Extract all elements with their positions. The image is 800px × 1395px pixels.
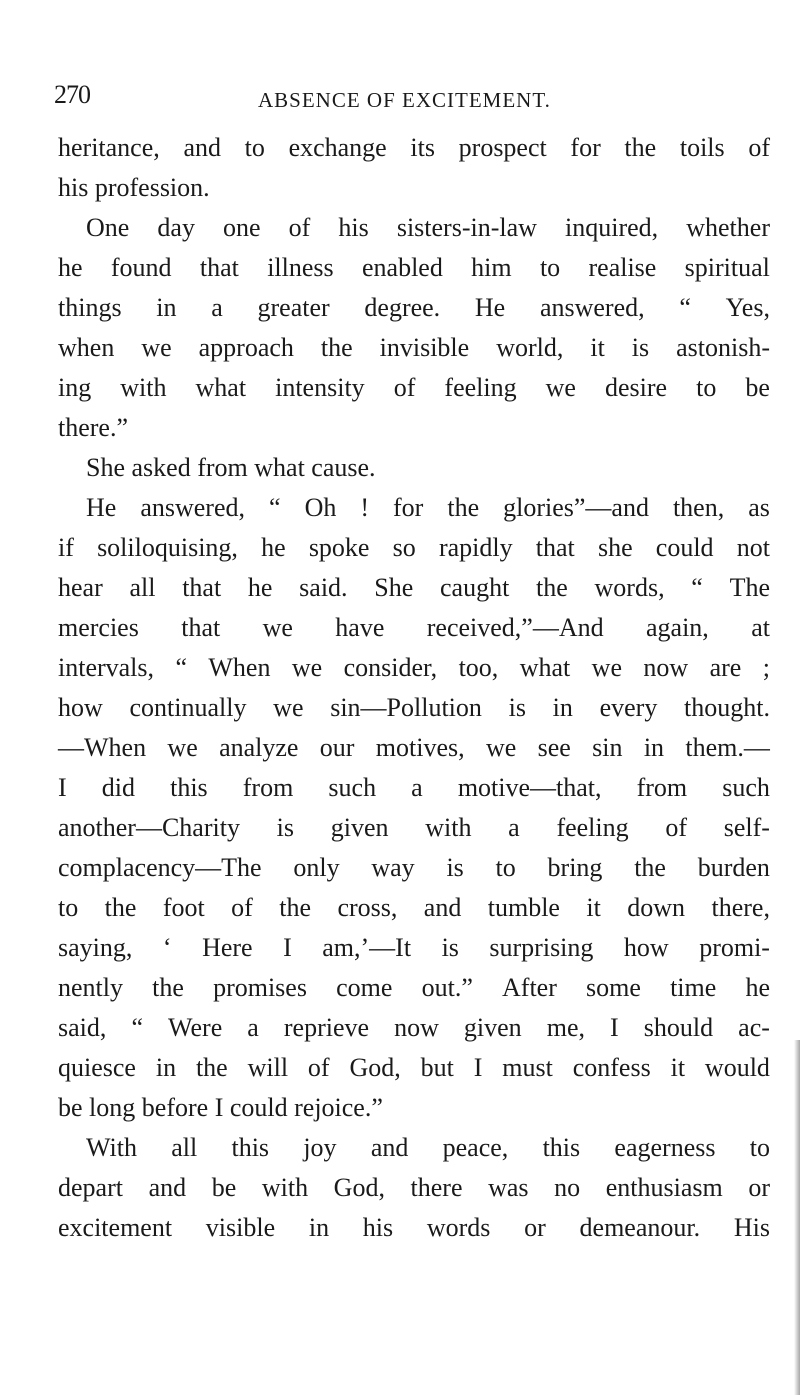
- text-line: there.”: [58, 413, 129, 442]
- text-line: things in a greater degree. He answered, “ Yes,: [58, 293, 770, 322]
- text-line: With all this joy and peace, this eagerness to: [86, 1133, 770, 1162]
- text-line: said, “ Were a reprieve now given me, I should ac-: [58, 1013, 770, 1042]
- text-line: if soliloquising, he spoke so rapidly that she could not: [58, 533, 770, 562]
- text-line: He answered, “ Oh ! for the glories”—and then, as: [86, 493, 770, 522]
- page-edge-shadow: [794, 1040, 800, 1395]
- text-line: mercies that we have received,”—And again, at: [58, 613, 770, 642]
- text-line: She asked from what cause.: [86, 453, 376, 482]
- text-line: ing with what intensity of feeling we desire to be: [58, 373, 770, 402]
- body-text: [58, 128, 770, 1248]
- text-line: intervals, “ When we consider, too, what we now are ;: [58, 653, 770, 682]
- page-number: 270: [54, 80, 90, 109]
- text-line: I did this from such a motive—that, from such: [58, 773, 770, 802]
- text-line: depart and be with God, there was no enthusiasm or: [58, 1173, 770, 1202]
- text-line: —When we analyze our motives, we see sin in them.—: [58, 733, 770, 762]
- text-line: to the foot of the cross, and tumble it down there,: [58, 893, 770, 922]
- text-line: another—Charity is given with a feeling of self-: [58, 813, 770, 842]
- running-title: ABSENCE OF EXCITEMENT.: [258, 88, 551, 112]
- text-line: quiesce in the will of God, but I must confess it would: [58, 1053, 770, 1082]
- text-line: excitement visible in his words or demeanour. His: [58, 1213, 770, 1242]
- text-line: One day one of his sisters-in-law inquired, whether: [86, 213, 770, 242]
- text-line: his profession.: [58, 173, 210, 202]
- text-line: he found that illness enabled him to realise spiritual: [58, 253, 770, 282]
- text-line: saying, ‘ Here I am,’—It is surprising how promi-: [58, 933, 770, 962]
- text-line: complacency—The only way is to bring the burden: [58, 853, 770, 882]
- text-line: how continually we sin—Pollution is in every thought.: [58, 693, 770, 722]
- text-line: nently the promises come out.” After some time he: [58, 973, 770, 1002]
- text-line: when we approach the invisible world, it is astonish-: [58, 333, 770, 362]
- text-line: be long before I could rejoice.”: [58, 1093, 383, 1122]
- text-line: hear all that he said. She caught the words, “ The: [58, 573, 770, 602]
- text-line: heritance, and to exchange its prospect for the toils of: [58, 133, 770, 162]
